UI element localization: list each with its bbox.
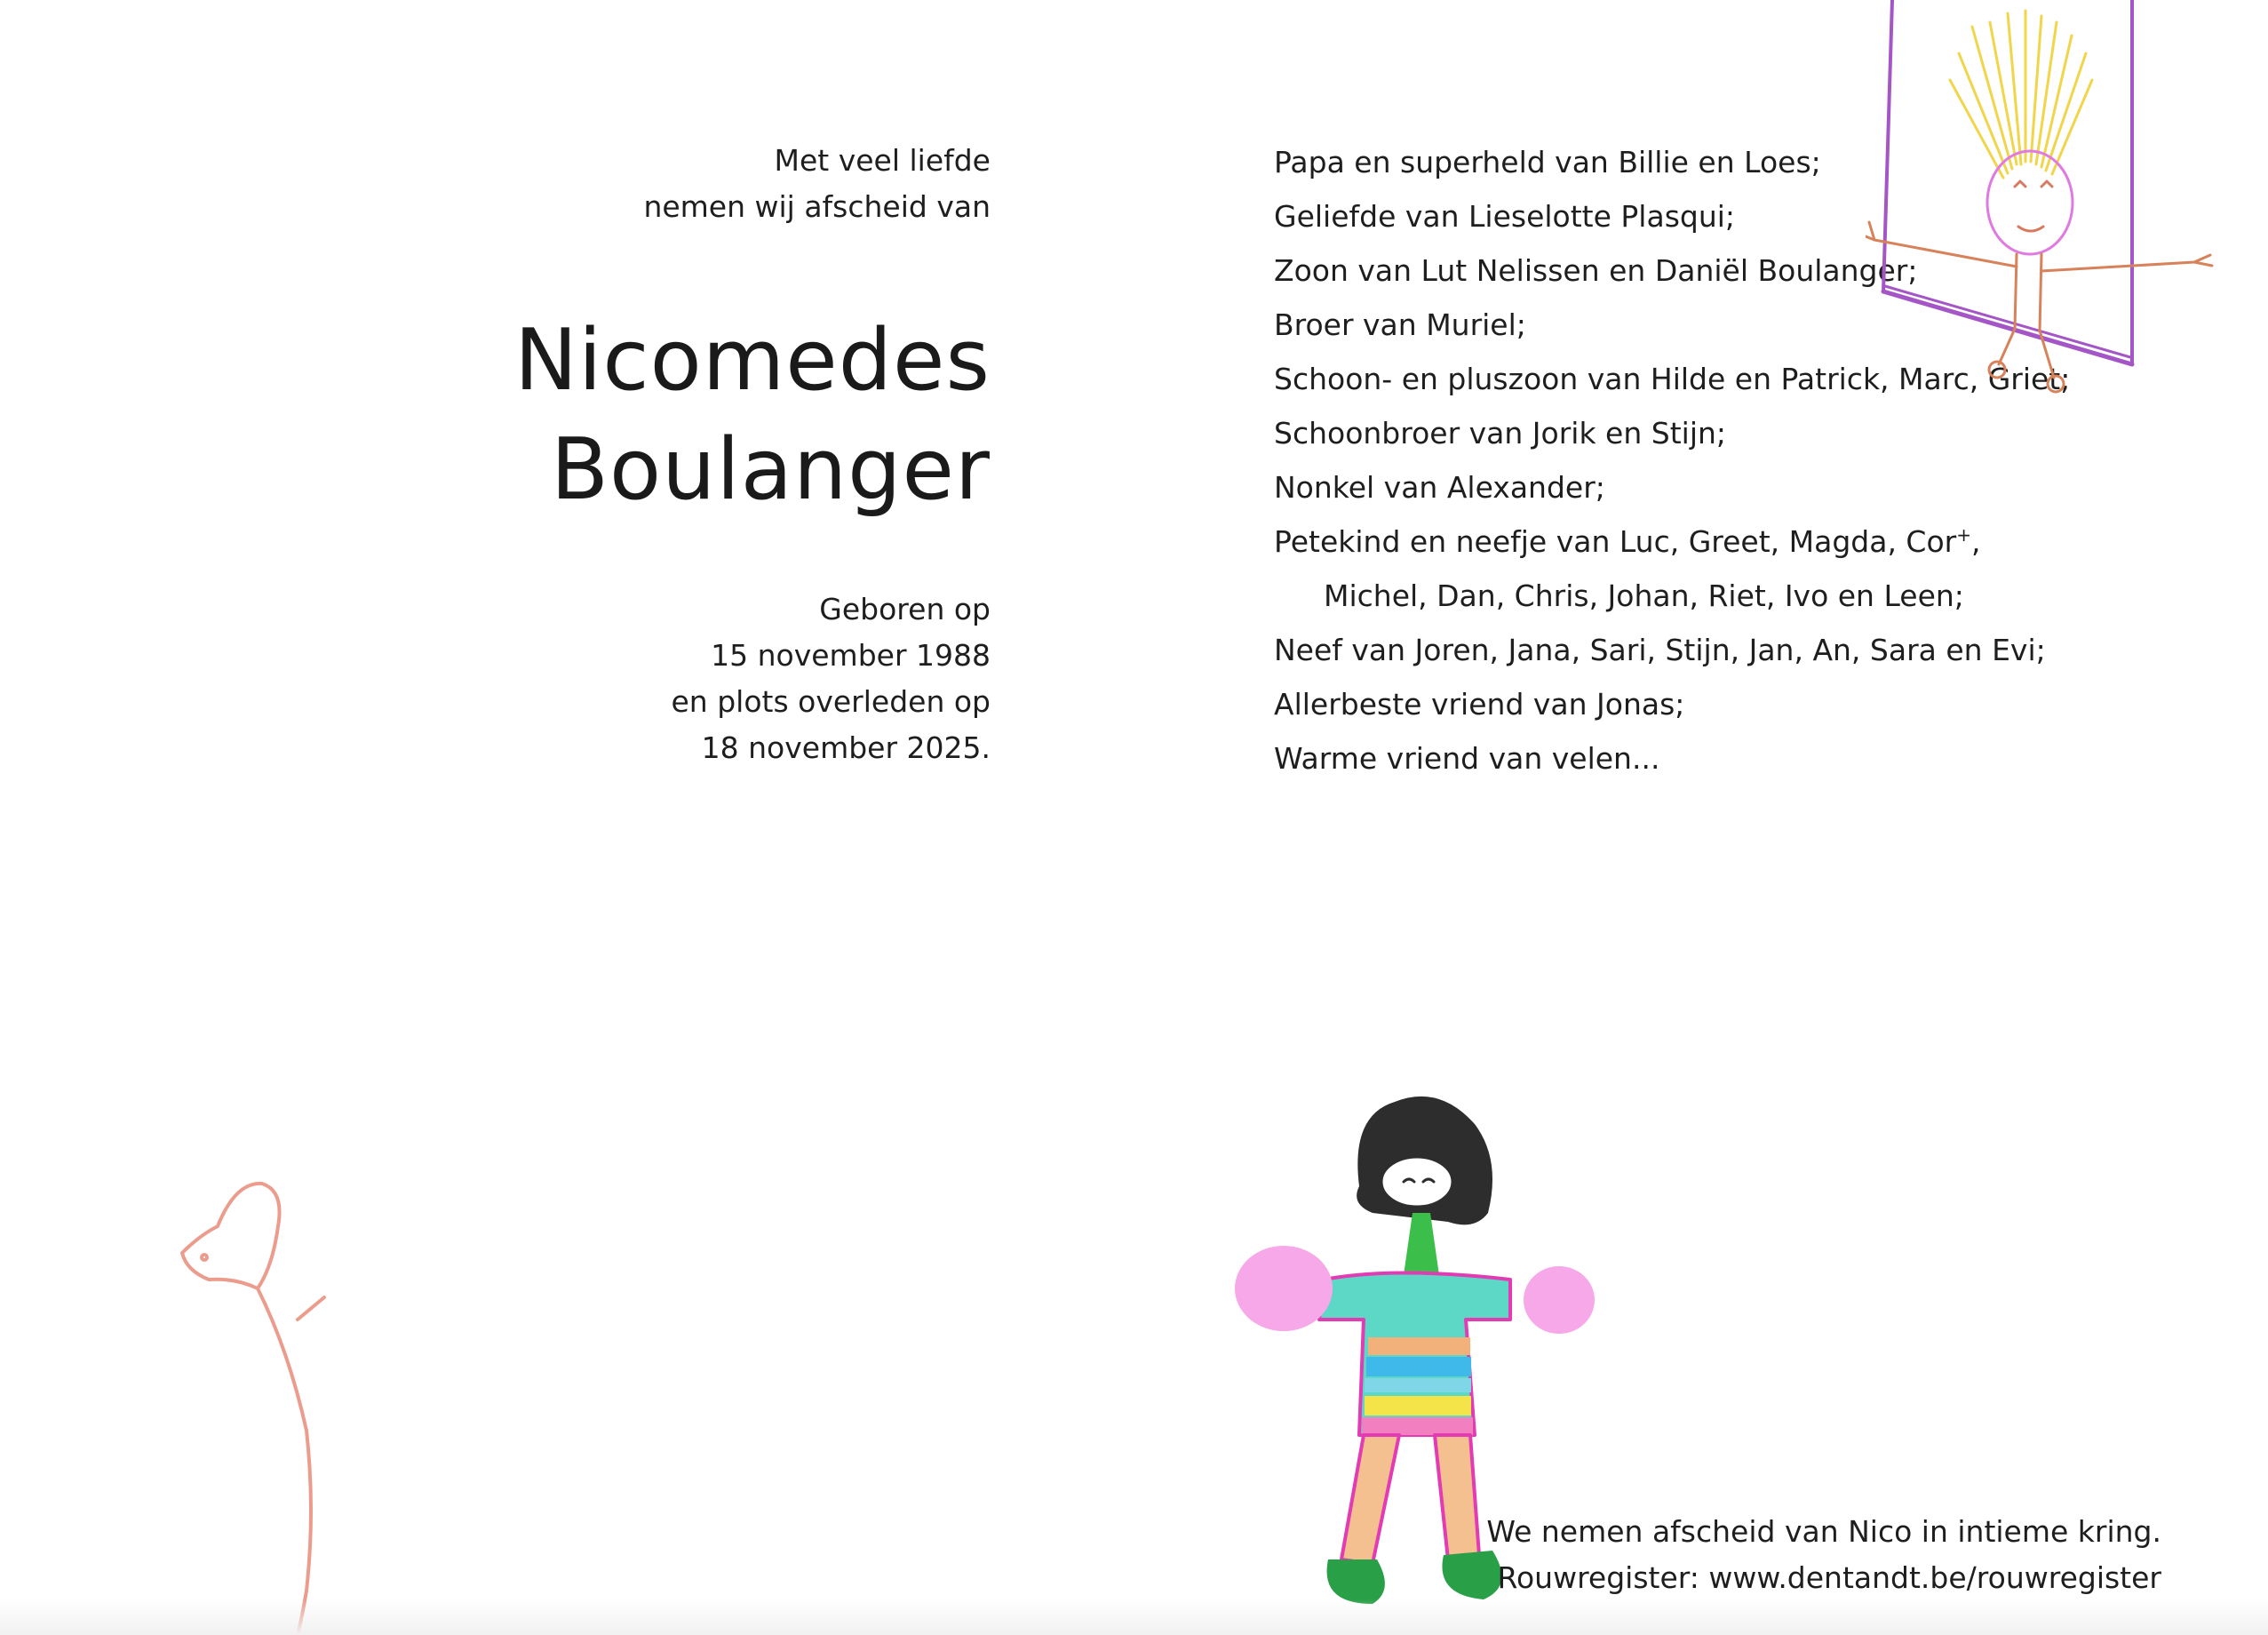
dates-line-2: 15 november 1988 bbox=[711, 638, 991, 673]
life-dates bbox=[191, 586, 991, 771]
relation-line-cor bbox=[1274, 514, 2162, 569]
dates-line-1: Geboren op bbox=[819, 592, 991, 626]
intro-line-2: nemen wij afscheid van bbox=[643, 189, 991, 224]
deceased-name bbox=[102, 307, 991, 525]
swing-drawing bbox=[1866, 0, 2221, 409]
relation-line: Geliefde van Lieselotte Plasqui; bbox=[1274, 199, 1736, 234]
flower-drawing bbox=[173, 1173, 351, 1635]
relation-line: Zoon van Lut Nelissen en Daniël Boulanger; bbox=[1274, 253, 1918, 288]
dates-line-4: 18 november 2025. bbox=[701, 730, 991, 765]
intro-text bbox=[191, 138, 991, 230]
relation-line: Allerbeste vriend van Jonas; bbox=[1274, 687, 1685, 722]
relation-line: Neef van Joren, Jana, Sari, Stijn, Jan, An, Sara en Evi; bbox=[1274, 633, 2046, 667]
relation-line: Schoon- en pluszoon van Hilde en Patrick, Marc, Griet; bbox=[1274, 362, 2071, 396]
relation-line: Schoonbroer van Jorik en Stijn; bbox=[1274, 416, 1727, 451]
dates-line-3: en plots overleden op bbox=[671, 684, 991, 719]
first-name: Nicomedes bbox=[513, 312, 991, 410]
relation-line: Warme vriend van velen... bbox=[1274, 741, 1660, 776]
bottom-edge-shade bbox=[0, 1599, 2268, 1635]
relation-line-text: Petekind en neefje van Luc, Greet, Magda, Cor bbox=[1274, 524, 1957, 559]
footer-line-2: Rouwregister: www.dentandt.be/rouwregister bbox=[1497, 1560, 2161, 1595]
last-name: Boulanger bbox=[550, 421, 991, 519]
relation-line: Papa en superheld van Billie en Loes; bbox=[1274, 145, 1821, 179]
footer-line-1: We nemen afscheid van Nico in intieme kring. bbox=[1486, 1514, 2161, 1549]
relation-line: Nonkel van Alexander; bbox=[1274, 470, 1605, 505]
relation-line: Michel, Dan, Chris, Johan, Riet, Ivo en Leen; bbox=[1324, 578, 1964, 613]
relation-line: Broer van Muriel; bbox=[1274, 307, 1526, 342]
footer-note bbox=[1362, 1509, 2161, 1601]
relation-line-comma: , bbox=[1971, 524, 1981, 559]
deceased-mark: + bbox=[1956, 524, 1971, 546]
intro-line-1: Met veel liefde bbox=[774, 143, 991, 178]
